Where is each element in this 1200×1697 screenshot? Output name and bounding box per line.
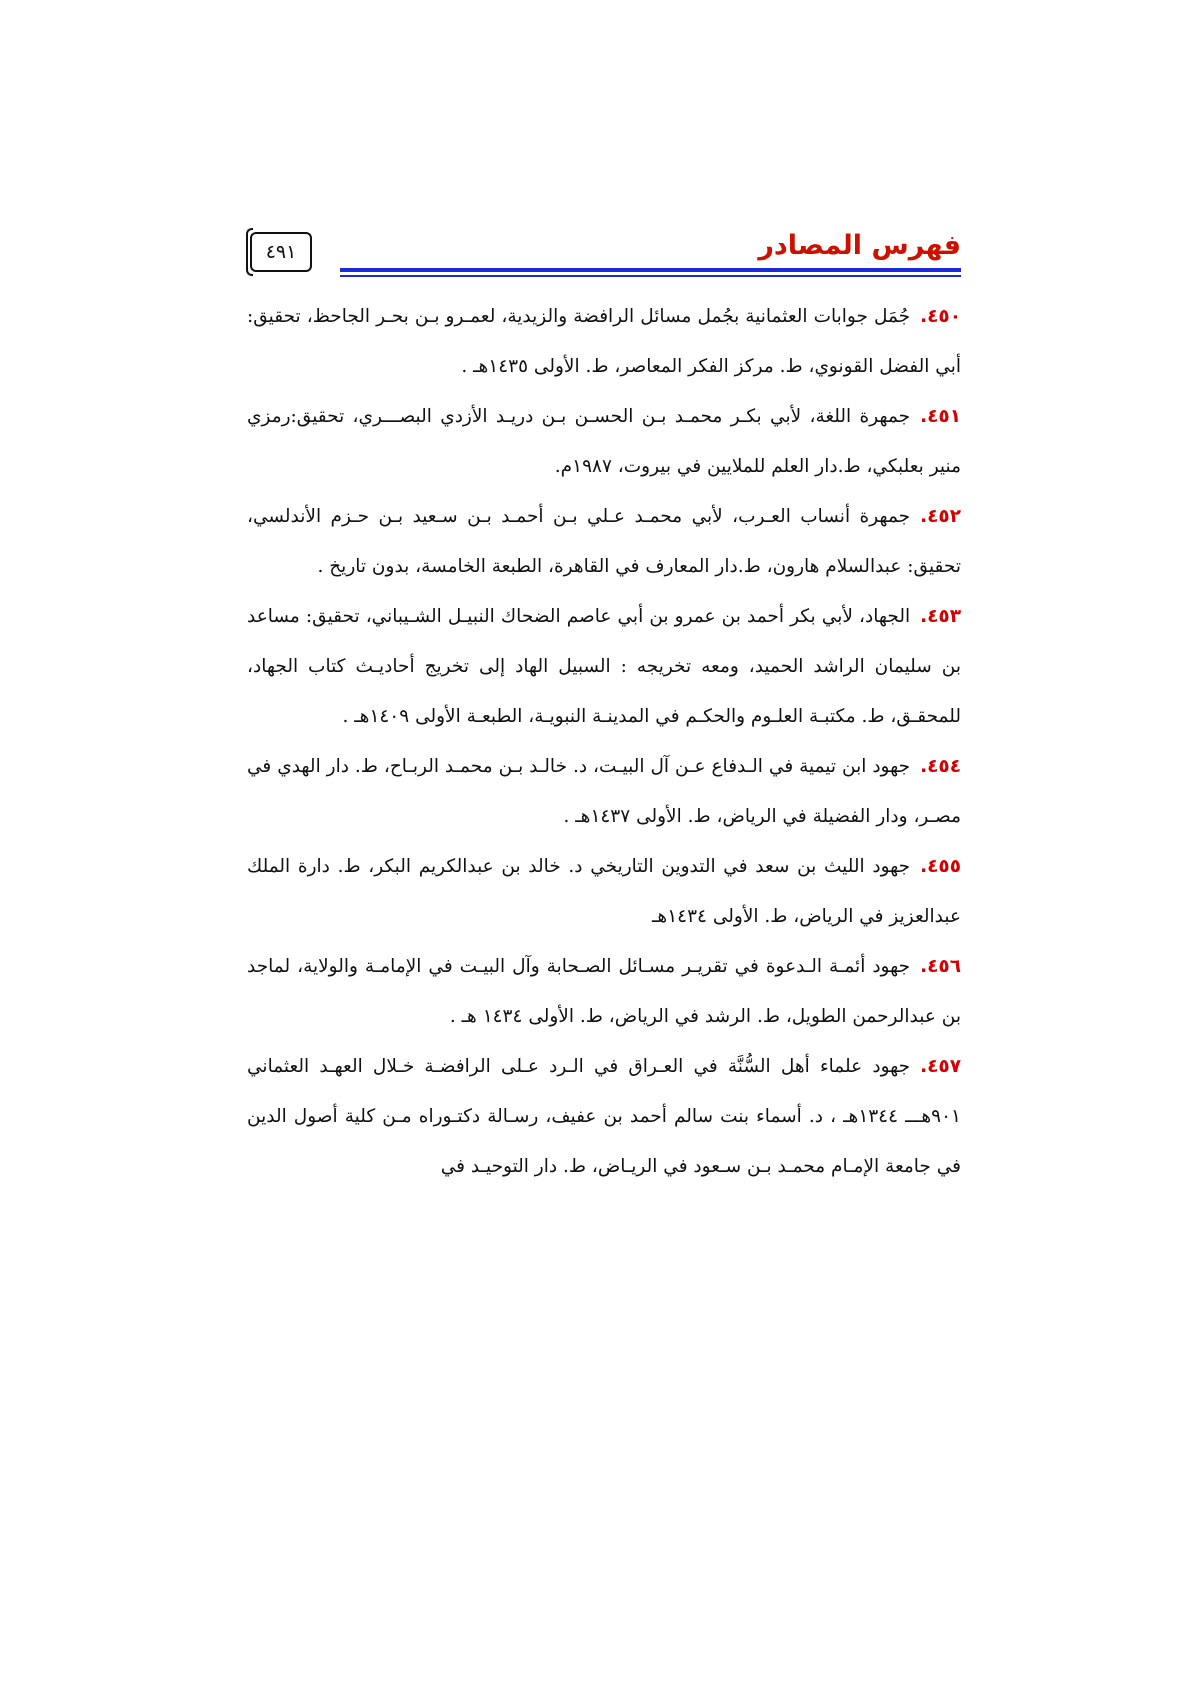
bibliography-entry	[247, 842, 961, 942]
entry-number: ٤٥٠.	[920, 306, 961, 327]
entry-text: الجهاد، لأبي بكر أحمد بن عمرو بن أبي عاصم الضحاك النبيـل الشـيباني، تحقيق: مساعد بن سليمان الراشد الحميد، ومعه تخريجه : السبيل الهاد إلى تخريج أحاديـث كتاب الجهاد، للمحقـق، ط. مكتبـة العلـوم والحكـم في المدينـة النبويـة، الطبعـة الأولى ١٤٠٩هـ .	[247, 606, 961, 727]
entry-number: ٤٥٢.	[920, 506, 961, 527]
bibliography-entry	[247, 492, 961, 592]
entry-text: جهود ابن تيمية في الـدفاع عـن آل البيـت، د. خالـد بـن محمـد الربـاح، ط. دار الهدي في مصـر، ودار الفضيلة في الرياض، ط. الأولى ١٤٣٧هـ .	[247, 756, 961, 827]
entry-text: جهود الليث بن سعد في التدوين التاريخي د. خالد بن عبدالكريم البكر، ط. دارة الملك عبدالعزيز في الرياض، ط. الأولى ١٤٣٤هـ	[247, 856, 961, 927]
page-header	[250, 228, 961, 276]
entry-number: ٤٥٦.	[920, 956, 961, 977]
entry-number: ٤٥٣.	[920, 606, 961, 627]
section-title-part2: المصادر	[758, 230, 863, 261]
header-rule-thin	[340, 275, 961, 277]
entry-text: جمهرة أنساب العـرب، لأبي محمـد عـلي بـن أحمـد بـن سـعيد بـن حـزم الأندلسي، تحقيق: عبدالسلام هارون، ط.دار المعارف في القاهرة، الطبعة الخامسة، بدون تاريخ .	[247, 506, 961, 577]
bibliography-entry	[247, 292, 961, 392]
page-number-box	[250, 232, 312, 272]
entry-text: جُمَل جوابات العثمانية بجُمل مسائل الرافضة والزيدية، لعمـرو بـن بحـر الجاحظ، تحقيق: أبي الفضل القونوي، ط. مركز الفكر المعاصر، ط. الأولى ١٤٣٥هـ .	[247, 306, 961, 377]
entry-number: ٤٥٥.	[920, 856, 961, 877]
entry-number: ٤٥٤.	[920, 756, 961, 777]
page-number: ٤٩١	[265, 241, 297, 263]
entry-text: جهود علماء أهل السُّنَّة في العـراق في الـرد عـلى الرافضـة خـلال العهـد العثماني ٩٠١هـــ ١٣٤٤هـ ، د. أسماء بنت سالم أحمد بن عفيف، رسـالة دكتـوراه مـن كلية أصول الدين في جامعة الإمـام محمـد بـن سـعود في الريـاض، ط. دار التوحيـد في	[247, 1056, 961, 1177]
section-title	[758, 230, 961, 261]
entry-text: جهود أئمـة الـدعوة في تقريـر مسـائل الصـحابة وآل البيـت في الإمامـة والولاية، لماجد بن عبدالرحمن الطويل، ط. الرشد في الرياض، ط. الأولى ١٤٣٤ هـ .	[247, 956, 961, 1027]
bibliography-entry	[247, 1042, 961, 1192]
bibliography-entry	[247, 592, 961, 742]
bibliography-entry	[247, 742, 961, 842]
entry-text: جمهرة اللغة، لأبي بكـر محمـد بـن الحسـن بـن دريـد الأزدي البصـــري، تحقيق:رمزي منير بعلبكي، ط.دار العلم للملايين في بيروت، ١٩٨٧م.	[247, 406, 961, 477]
bibliography-entry	[247, 942, 961, 1042]
bibliography-entry	[247, 392, 961, 492]
header-rule-thick	[340, 268, 961, 272]
section-title-part1: فهرس	[871, 230, 961, 261]
entry-number: ٤٥٧.	[920, 1056, 961, 1077]
entry-number: ٤٥١.	[920, 406, 961, 427]
bibliography-list	[247, 292, 961, 1192]
